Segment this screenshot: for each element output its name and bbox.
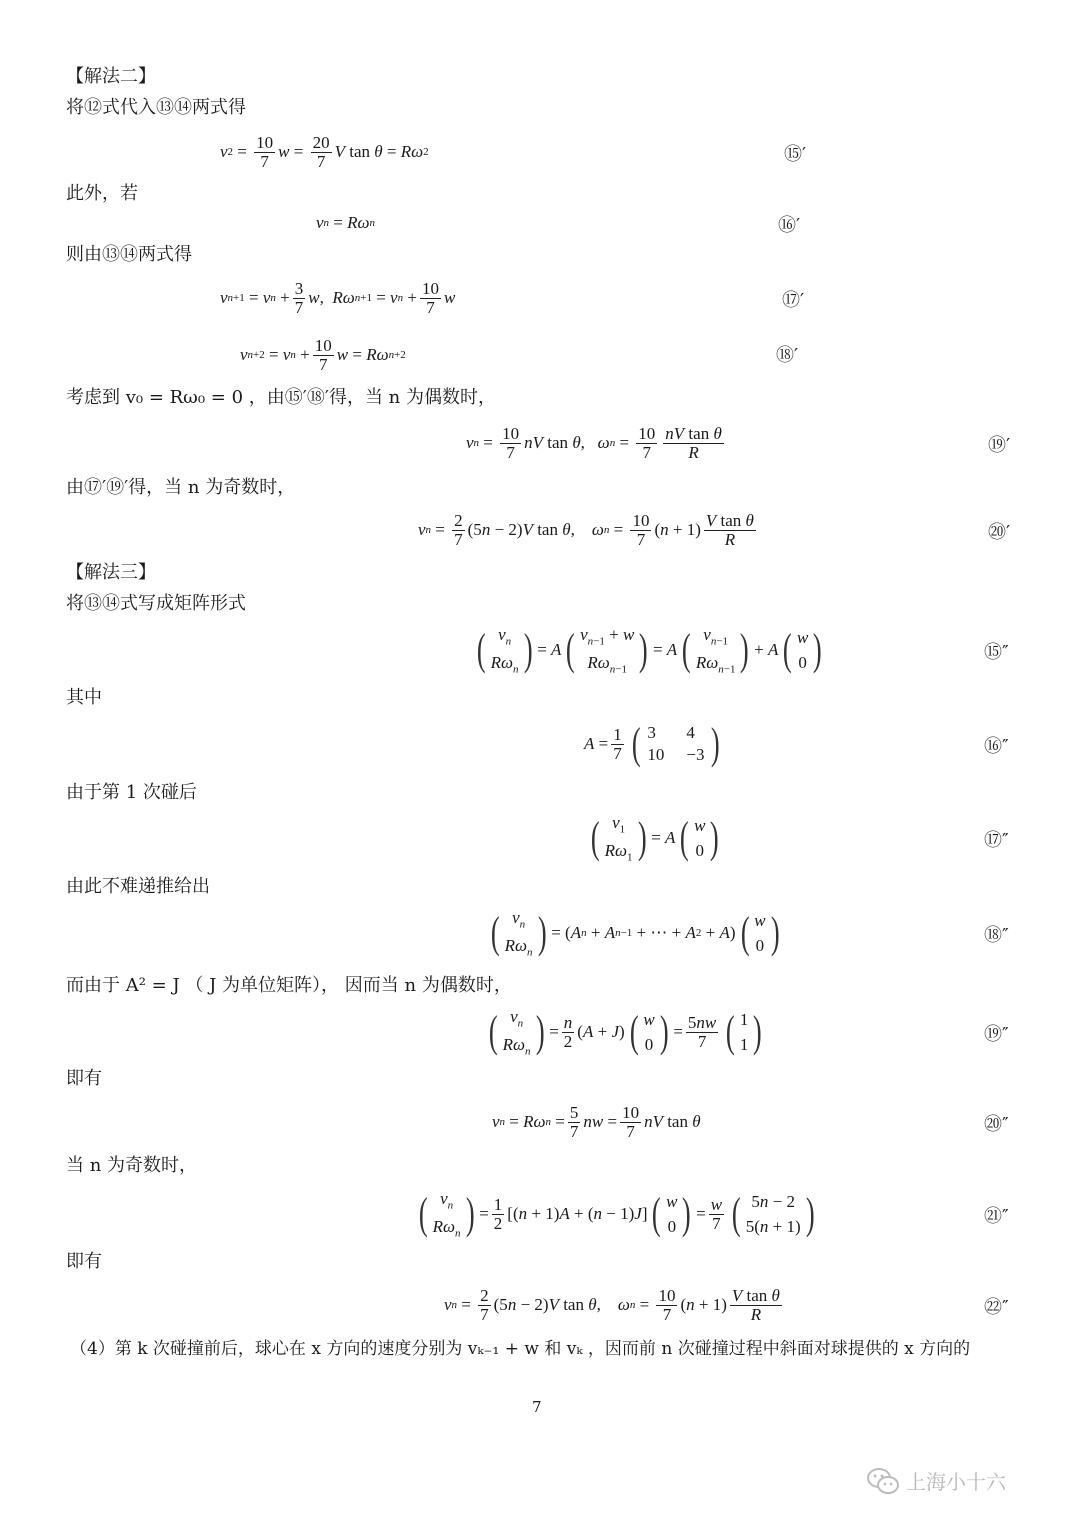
tag-20pp: ⑳″ <box>984 1114 1009 1135</box>
watermark-text: 上海小十六 <box>906 1470 1006 1494</box>
equation-15p: v 2 = $\frac{10}{7}$ w = $\frac{20}{7}$ V tan θ = Rω 2 <box>220 132 429 171</box>
method3-heading: 【解法三】 <box>66 562 156 583</box>
equation-19p: v n = $\frac{10}{7}$ nV tan θ , ω n = $\frac{10}{7}$ $\frac{\text{nV tan θ}}{R}$ <box>466 423 722 462</box>
tag-16p: ⑯′ <box>778 215 801 236</box>
method2-line1: 将⑫式代入⑬⑭两式得 <box>66 97 246 118</box>
tag-18p: ⑱′ <box>776 345 799 366</box>
equation-17pp: ( $v_1$ $R\omega_1$ ) = A ( w 0 ) <box>590 813 720 864</box>
tag-19p: ⑲′ <box>988 435 1011 456</box>
tag-20p: ⑳′ <box>988 522 1011 543</box>
equation-20pp: v n = Rω n = $\frac{5}{7}$ nw = $\frac{10}{7}$ nV tan θ <box>492 1102 701 1141</box>
equation-21pp: ( $v_n$ $R\omega_n$ ) = $\frac{1}{2}$ [( n + 1) A + ( n − 1) J ] ( w 0 ) = $\frac{w}{7}$ ( 5n − 2 5(n + 1) ) <box>418 1189 815 1240</box>
method3-line8: 即有 <box>66 1251 102 1272</box>
tag-22pp: ㉒″ <box>984 1297 1009 1318</box>
tag-21pp: ㉑″ <box>984 1206 1009 1227</box>
equation-18p: v n +2 = v n + $\frac{10}{7}$ w = Rω n +2 <box>240 335 406 374</box>
equation-18pp: ( $v_n$ $R\omega_n$ ) = ( A n + A n−1 + ⋯ + A 2 + A ) ( w 0 ) <box>490 908 780 959</box>
method3-line4: 由此不难递推给出 <box>66 876 210 897</box>
equation-20p: v n = $\frac{2}{7}$ (5 n − 2) V tan θ , ω n = $\frac{10}{7}$ ( n + 1) $\frac{\text{V tan θ}}{R}$ <box>418 510 754 549</box>
tag-15p: ⑮′ <box>784 144 807 165</box>
method3-line5: 而由于 A² = J （ J 为单位矩阵）， 因而当 n 为偶数时， <box>66 975 512 996</box>
watermark <box>866 1466 1006 1495</box>
page-number: 7 <box>532 1398 542 1416</box>
equation-16p: v n = Rω n <box>316 213 376 232</box>
tag-19pp: ⑲″ <box>984 1024 1009 1045</box>
method2-line4: 考虑到 v₀ = Rω₀ = 0 ，由⑮′⑱′得，当 n 为偶数时， <box>66 387 496 408</box>
equation-15pp: ( $v_n$ $R\omega_n$ ) = A ( $v_{n-1} + w$ $R\omega_{n-1}$ ) = A ( $v_{n-1}$ $R\omega_{n-1}$ ) + A ( w 0 ) <box>476 625 823 676</box>
method2-line3: 则由⑬⑭两式得 <box>66 244 192 265</box>
equation-19pp: ( $v_n$ $R\omega_n$ ) = $\frac{n}{2}$ ( A + J ) ( w 0 ) = $\frac{5nw}{7}$ ( 1 1 ) <box>488 1007 763 1058</box>
equation-22pp: v n = $\frac{2}{7}$ (5 n − 2) V tan θ , ω n = $\frac{10}{7}$ ( n + 1) $\frac{\text{V tan θ}}{R}$ <box>444 1285 780 1324</box>
tag-18pp: ⑱″ <box>984 925 1009 946</box>
method3-line3: 由于第 1 次碰后 <box>66 782 197 803</box>
equation-17p: v n +1 = v n + $\frac{3}{7}$ w , Rω n +1 = v n + $\frac{10}{7}$ w <box>220 278 456 317</box>
method3-line6: 即有 <box>66 1068 102 1089</box>
method2-line2: 此外，若 <box>66 183 138 204</box>
tag-16pp: ⑯″ <box>984 736 1009 757</box>
method2-line5: 由⑰′⑲′得，当 n 为奇数时， <box>66 477 296 498</box>
equation-16pp: A = $\frac{1}{7}$ ( 3 4 10 −3 ) <box>584 719 721 768</box>
tag-17p: ⑰′ <box>782 290 805 311</box>
wechat-icon <box>866 1467 900 1495</box>
tag-15pp: ⑮″ <box>984 642 1009 663</box>
method3-line1: 将⑬⑭式写成矩阵形式 <box>66 593 246 614</box>
tag-17pp: ⑰″ <box>984 830 1009 851</box>
part4-text: （4）第 k 次碰撞前后，球心在 x 方向的速度分别为 vₖ₋₁ + w 和 vₖ ，因而前 n 次碰撞过程中斜面对球提供的 x 方向的 <box>70 1339 971 1359</box>
method3-line7: 当 n 为奇数时， <box>66 1155 198 1176</box>
method3-line2: 其中 <box>66 687 102 708</box>
method2-heading: 【解法二】 <box>66 66 156 87</box>
